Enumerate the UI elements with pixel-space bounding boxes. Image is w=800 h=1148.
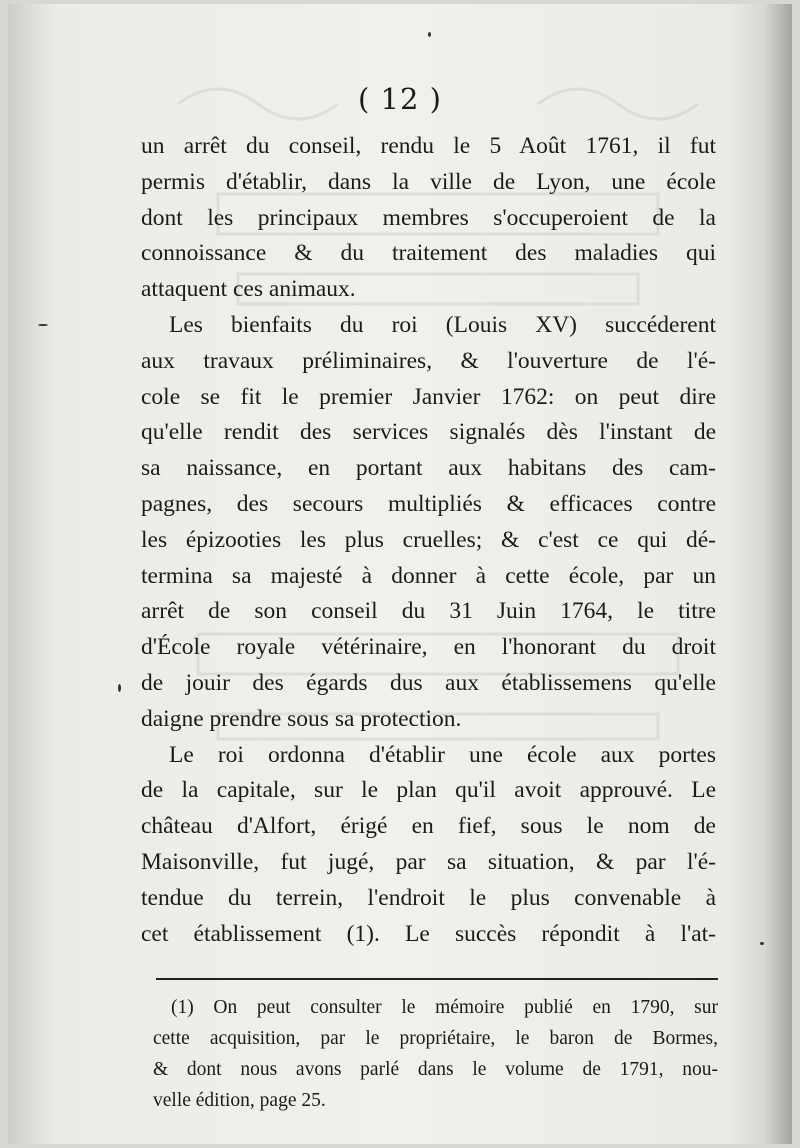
text-line: attaquent ces animaux. [141,276,356,303]
text-line: de la capitale, sur le plan qu'il avoit approuvé. Le [141,777,716,804]
text-line: tendue du terrein, l'endroit le plus convenable à [141,884,716,911]
footnote-line: velle édition, page 25. [153,1090,326,1111]
footnote-line: & dont nous avons parlé dans le volume de 1791, nou- [153,1059,718,1080]
body-text [141,129,716,952]
text-line: de jouir des égards dus aux établissemens qu'elle [141,669,716,696]
text-line: aux travaux préliminaires, & l'ouverture de l'é- [141,347,716,374]
text-line: Le roi ordonna d'établir une école aux portes [169,741,716,768]
footnote-line: (1) On peut consulter le mémoire publié en 1790, sur [171,997,718,1018]
page-edge-shadow [764,4,792,1144]
text-line: qu'elle rendit des services signalés dès l'instant de [141,419,716,446]
text-line: Maisonville, fut jugé, par sa situation, & par l'é- [141,848,716,875]
text-line: d'École royale vétérinaire, en l'honorant du droit [141,634,716,661]
text-line: cet établissement (1). Le succès répondit à l'at- [141,920,716,947]
text-line: Les bienfaits du roi (Louis XV) succéderent [169,311,716,338]
footnote [153,992,718,1116]
paper-speck [38,324,48,326]
text-line: connoissance & du traitement des maladies qui [141,240,716,267]
paper-speck [760,942,764,945]
footnote-rule [156,978,718,980]
text-line: pagnes, des secours multipliés & efficaces contre [141,490,716,517]
text-line: termina sa majesté à donner à cette école, par un [141,562,716,589]
text-line: un arrêt du conseil, rendu le 5 Août 1761, il fut [141,133,716,159]
book-page [8,4,792,1144]
text-line: sa naissance, en portant aux habitans des cam- [141,455,716,482]
paper-speck [428,32,431,37]
text-line: arrêt de son conseil du 31 Juin 1764, le titre [141,598,716,625]
text-line: cole se fit le premier Janvier 1762: on peut dire [141,383,716,410]
text-line: les épizooties les plus cruelles; & c'est ce qui dé- [141,526,716,553]
text-line: daigne prendre sous sa protection. [141,705,462,732]
page-number: ( 12 ) [358,82,442,116]
footnote-line: cette acquisition, par le propriétaire, le baron de Bormes, [153,1028,718,1049]
text-line: dont les principaux membres s'occuperoient de la [141,204,716,231]
paper-speck [118,684,121,692]
text-line: château d'Alfort, érigé en fief, sous le nom de [141,813,716,840]
text-line: permis d'établir, dans la ville de Lyon, une école [141,168,716,195]
